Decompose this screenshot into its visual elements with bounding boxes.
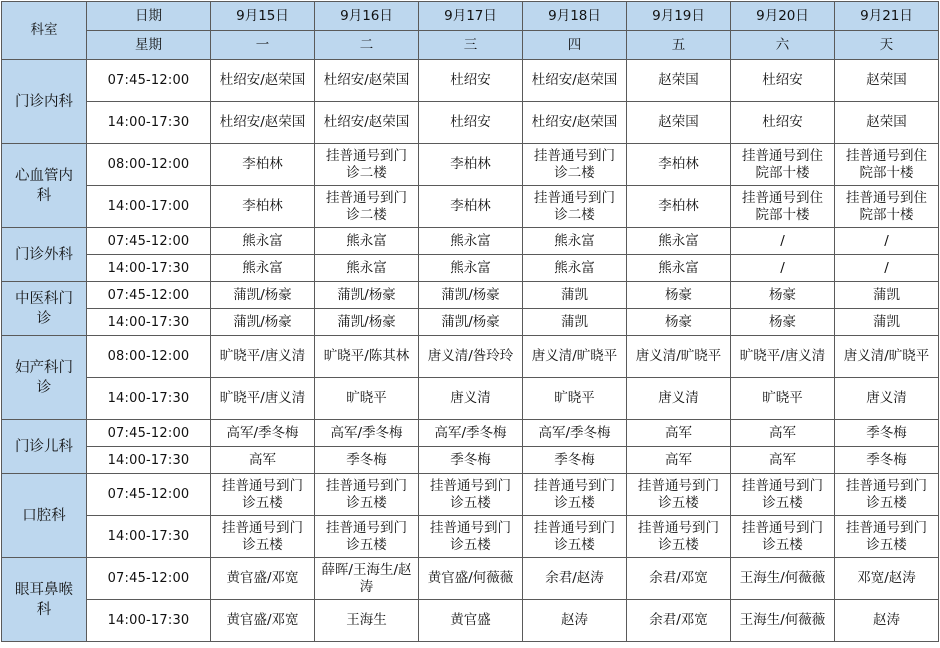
- schedule-cell: 熊永富: [627, 228, 731, 255]
- schedule-cell: 王海生: [315, 600, 419, 642]
- table-row: [2, 336, 939, 378]
- schedule-cell: 唐义清/旷晓平: [523, 336, 627, 378]
- schedule-cell: 李柏林: [419, 144, 523, 186]
- department-name: 中医科门诊: [2, 282, 87, 336]
- schedule-cell: 李柏林: [211, 144, 315, 186]
- table-row: [2, 420, 939, 447]
- schedule-cell: 王海生/何薇薇: [731, 558, 835, 600]
- schedule-cell: 唐义清/旷晓平: [835, 336, 939, 378]
- schedule-cell: 季冬梅: [523, 447, 627, 474]
- schedule-cell: 蒲凯/杨豪: [315, 282, 419, 309]
- schedule-cell: 挂普通号到门诊五楼: [211, 516, 315, 558]
- schedule-cell: 挂普通号到门诊二楼: [315, 144, 419, 186]
- date-label: 日期: [87, 2, 211, 31]
- time-slot: 14:00-17:30: [87, 309, 211, 336]
- schedule-cell: 季冬梅: [419, 447, 523, 474]
- schedule-cell: 熊永富: [419, 228, 523, 255]
- schedule-cell: 赵涛: [835, 600, 939, 642]
- schedule-cell: 杜绍安/赵荣国: [211, 60, 315, 102]
- schedule-cell: 旷晓平: [731, 378, 835, 420]
- department-name: 门诊外科: [2, 228, 87, 282]
- schedule-cell: 高军: [211, 447, 315, 474]
- corner-header: 科室: [2, 2, 87, 60]
- time-slot: 08:00-12:00: [87, 144, 211, 186]
- schedule-cell: 李柏林: [211, 186, 315, 228]
- weekday-label: 星期: [87, 31, 211, 60]
- schedule-cell: 唐义清: [835, 378, 939, 420]
- table-row: [2, 378, 939, 420]
- date-header: 9月20日: [731, 2, 835, 31]
- table-row: [2, 309, 939, 336]
- time-slot: 07:45-12:00: [87, 474, 211, 516]
- schedule-cell: 李柏林: [627, 186, 731, 228]
- schedule-cell: 高军: [627, 420, 731, 447]
- schedule-cell: 挂普通号到门诊二楼: [315, 186, 419, 228]
- schedule-cell: 李柏林: [627, 144, 731, 186]
- header-row-dates: [2, 2, 939, 31]
- time-slot: 14:00-17:30: [87, 516, 211, 558]
- schedule-cell: 高军/季冬梅: [211, 420, 315, 447]
- table-row: [2, 474, 939, 516]
- date-header: 9月19日: [627, 2, 731, 31]
- schedule-cell: 挂普通号到门诊五楼: [731, 516, 835, 558]
- weekday-header: 四: [523, 31, 627, 60]
- date-header: 9月18日: [523, 2, 627, 31]
- schedule-cell: 熊永富: [419, 255, 523, 282]
- table-row: [2, 516, 939, 558]
- table-row: [2, 186, 939, 228]
- department-name: 门诊内科: [2, 60, 87, 144]
- time-slot: 07:45-12:00: [87, 60, 211, 102]
- weekday-header: 一: [211, 31, 315, 60]
- schedule-cell: 杜绍安: [731, 102, 835, 144]
- weekday-header: 五: [627, 31, 731, 60]
- table-row: [2, 102, 939, 144]
- schedule-cell: 杜绍安/赵荣国: [315, 60, 419, 102]
- table-row: [2, 60, 939, 102]
- table-row: [2, 600, 939, 642]
- schedule-cell: 高军: [731, 447, 835, 474]
- schedule-cell: 赵荣国: [627, 60, 731, 102]
- schedule-cell: 李柏林: [419, 186, 523, 228]
- schedule-cell: 高军: [731, 420, 835, 447]
- schedule-cell: 蒲凯/杨豪: [419, 309, 523, 336]
- time-slot: 07:45-12:00: [87, 282, 211, 309]
- schedule-cell: 挂普通号到门诊五楼: [523, 474, 627, 516]
- schedule-cell: 黄官盛: [419, 600, 523, 642]
- weekday-header: 天: [835, 31, 939, 60]
- date-header: 9月17日: [419, 2, 523, 31]
- schedule-cell: 邓宽/赵涛: [835, 558, 939, 600]
- schedule-cell: 蒲凯: [835, 309, 939, 336]
- schedule-cell: 旷晓平/唐义清: [211, 378, 315, 420]
- time-slot: 14:00-17:00: [87, 186, 211, 228]
- schedule-cell: 挂普通号到门诊五楼: [835, 474, 939, 516]
- schedule-cell: 高军/季冬梅: [523, 420, 627, 447]
- time-slot: 08:00-12:00: [87, 336, 211, 378]
- schedule-cell: 杜绍安/赵荣国: [211, 102, 315, 144]
- schedule-cell: 赵荣国: [835, 102, 939, 144]
- weekday-header: 二: [315, 31, 419, 60]
- schedule-cell: 挂普通号到门诊五楼: [627, 474, 731, 516]
- schedule-cell: 唐义清: [627, 378, 731, 420]
- schedule-cell: 蒲凯/杨豪: [419, 282, 523, 309]
- department-name: 心血管内科: [2, 144, 87, 228]
- schedule-cell: 黄官盛/邓宽: [211, 558, 315, 600]
- schedule-cell: 熊永富: [315, 228, 419, 255]
- table-row: [2, 228, 939, 255]
- schedule-cell: 黄官盛/邓宽: [211, 600, 315, 642]
- schedule-cell: 熊永富: [211, 255, 315, 282]
- time-slot: 14:00-17:30: [87, 255, 211, 282]
- time-slot: 14:00-17:30: [87, 600, 211, 642]
- date-header: 9月16日: [315, 2, 419, 31]
- department-name: 门诊儿科: [2, 420, 87, 474]
- schedule-cell: 高军/季冬梅: [419, 420, 523, 447]
- schedule-cell: 杜绍安: [731, 60, 835, 102]
- schedule-cell: 杜绍安/赵荣国: [523, 60, 627, 102]
- schedule-cell: 薛晖/王海生/赵涛: [315, 558, 419, 600]
- time-slot: 14:00-17:30: [87, 378, 211, 420]
- schedule-cell: 挂普通号到门诊五楼: [835, 516, 939, 558]
- schedule-cell: 蒲凯/杨豪: [315, 309, 419, 336]
- schedule-cell: 蒲凯: [523, 309, 627, 336]
- schedule-cell: 季冬梅: [315, 447, 419, 474]
- schedule-cell: 唐义清/旷晓平: [627, 336, 731, 378]
- schedule-cell: 赵荣国: [835, 60, 939, 102]
- schedule-cell: 挂普通号到门诊五楼: [523, 516, 627, 558]
- schedule-cell: 挂普通号到门诊二楼: [523, 144, 627, 186]
- department-name: 妇产科门诊: [2, 336, 87, 420]
- schedule-cell: 挂普通号到住院部十楼: [731, 186, 835, 228]
- schedule-cell: 挂普通号到门诊五楼: [315, 516, 419, 558]
- schedule-cell: 杜绍安: [419, 60, 523, 102]
- schedule-cell: 杜绍安/赵荣国: [523, 102, 627, 144]
- schedule-cell: 蒲凯: [835, 282, 939, 309]
- schedule-cell: 季冬梅: [835, 447, 939, 474]
- schedule-cell: 赵涛: [523, 600, 627, 642]
- schedule-cell: 挂普通号到门诊五楼: [211, 474, 315, 516]
- schedule-cell: 唐义清: [419, 378, 523, 420]
- schedule-cell: /: [835, 228, 939, 255]
- schedule-cell: 熊永富: [523, 255, 627, 282]
- schedule-cell: 杜绍安: [419, 102, 523, 144]
- schedule-cell: 挂普通号到门诊五楼: [419, 516, 523, 558]
- table-row: [2, 144, 939, 186]
- schedule-cell: 挂普通号到门诊二楼: [523, 186, 627, 228]
- schedule-cell: 熊永富: [315, 255, 419, 282]
- schedule-cell: 熊永富: [211, 228, 315, 255]
- schedule-cell: 旷晓平: [315, 378, 419, 420]
- schedule-cell: 杨豪: [627, 309, 731, 336]
- table-row: [2, 282, 939, 309]
- schedule-cell: 挂普通号到门诊五楼: [315, 474, 419, 516]
- schedule-cell: 蒲凯: [523, 282, 627, 309]
- duty-schedule-table: [1, 1, 939, 642]
- table-row: [2, 255, 939, 282]
- schedule-cell: 熊永富: [627, 255, 731, 282]
- schedule-cell: 旷晓平: [523, 378, 627, 420]
- time-slot: 07:45-12:00: [87, 228, 211, 255]
- schedule-cell: 蒲凯/杨豪: [211, 309, 315, 336]
- time-slot: 14:00-17:30: [87, 102, 211, 144]
- schedule-cell: 挂普通号到住院部十楼: [731, 144, 835, 186]
- weekday-header: 六: [731, 31, 835, 60]
- schedule-cell: 余君/赵涛: [523, 558, 627, 600]
- schedule-cell: 唐义清/昝玲玲: [419, 336, 523, 378]
- weekday-header: 三: [419, 31, 523, 60]
- schedule-cell: 季冬梅: [835, 420, 939, 447]
- schedule-cell: 杨豪: [731, 282, 835, 309]
- schedule-cell: 挂普通号到住院部十楼: [835, 144, 939, 186]
- schedule-cell: 挂普通号到门诊五楼: [627, 516, 731, 558]
- table-row: [2, 558, 939, 600]
- schedule-cell: 王海生/何薇薇: [731, 600, 835, 642]
- schedule-cell: /: [731, 228, 835, 255]
- schedule-cell: 余君/邓宽: [627, 558, 731, 600]
- schedule-cell: 挂普通号到住院部十楼: [835, 186, 939, 228]
- schedule-cell: /: [731, 255, 835, 282]
- schedule-cell: 杜绍安/赵荣国: [315, 102, 419, 144]
- time-slot: 07:45-12:00: [87, 420, 211, 447]
- schedule-cell: 熊永富: [523, 228, 627, 255]
- date-header: 9月15日: [211, 2, 315, 31]
- schedule-cell: /: [835, 255, 939, 282]
- department-name: 眼耳鼻喉科: [2, 558, 87, 642]
- time-slot: 14:00-17:30: [87, 447, 211, 474]
- schedule-cell: 杨豪: [731, 309, 835, 336]
- schedule-cell: 赵荣国: [627, 102, 731, 144]
- time-slot: 07:45-12:00: [87, 558, 211, 600]
- schedule-cell: 挂普通号到门诊五楼: [419, 474, 523, 516]
- schedule-cell: 旷晓平/陈其林: [315, 336, 419, 378]
- schedule-cell: 挂普通号到门诊五楼: [731, 474, 835, 516]
- header-row-weekdays: [2, 31, 939, 60]
- date-header: 9月21日: [835, 2, 939, 31]
- schedule-cell: 旷晓平/唐义清: [211, 336, 315, 378]
- department-name: 口腔科: [2, 474, 87, 558]
- table-row: [2, 447, 939, 474]
- schedule-cell: 蒲凯/杨豪: [211, 282, 315, 309]
- schedule-cell: 高军: [627, 447, 731, 474]
- schedule-cell: 旷晓平/唐义清: [731, 336, 835, 378]
- schedule-cell: 余君/邓宽: [627, 600, 731, 642]
- schedule-cell: 黄官盛/何薇薇: [419, 558, 523, 600]
- schedule-cell: 杨豪: [627, 282, 731, 309]
- schedule-cell: 高军/季冬梅: [315, 420, 419, 447]
